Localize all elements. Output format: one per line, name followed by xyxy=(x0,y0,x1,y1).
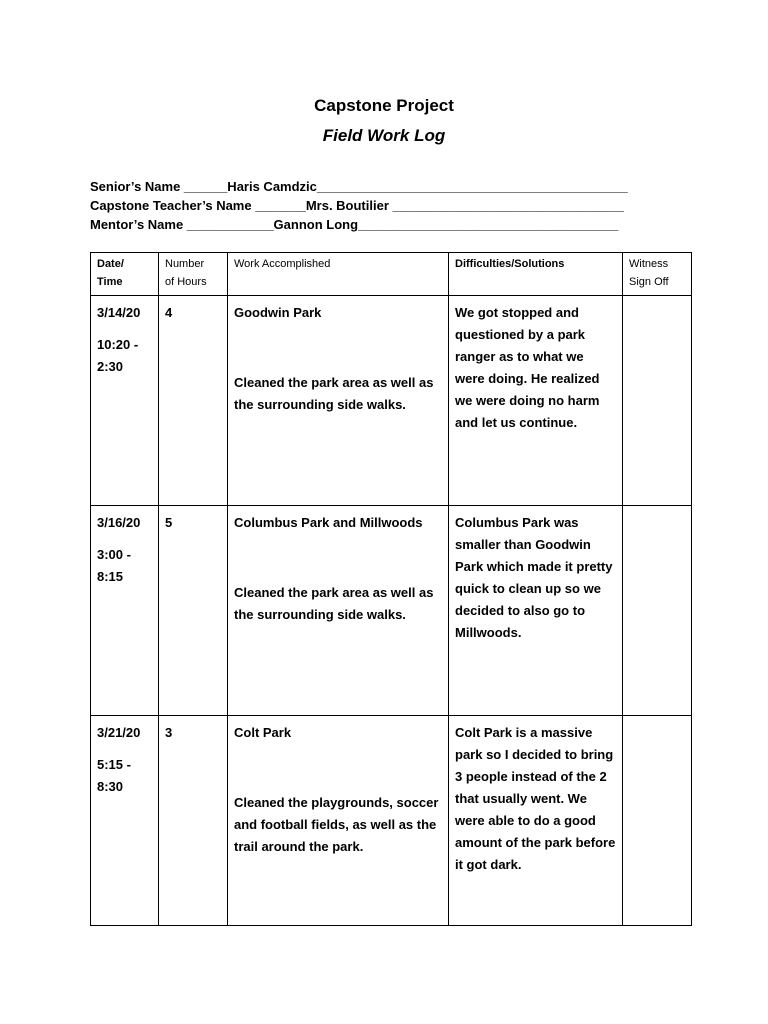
entry-date: 3/16/20 xyxy=(97,515,141,530)
work-cell xyxy=(228,296,449,506)
difficulties-cell: Colt Park is a massive park so I decided to bring 3 people instead of the 2 that usually went. We were able to do a good amount of the park before it got dark. xyxy=(449,716,623,926)
date-time-cell xyxy=(91,506,159,716)
witness-cell[interactable] xyxy=(623,506,692,716)
witness-cell[interactable] xyxy=(623,296,692,506)
field-work-log-table xyxy=(90,252,692,926)
work-site: Colt Park xyxy=(234,725,292,740)
document-subtitle: Field Work Log xyxy=(322,126,446,145)
work-site: Columbus Park and Millwoods xyxy=(234,515,423,530)
entry-time: 5:15 - 8:30 xyxy=(97,757,131,794)
senior-name-line: Senior’s Name ______Haris Camdzic___________________________________________ xyxy=(90,179,628,194)
difficulties-cell: We got stopped and questioned by a park ranger as to what we were doing. He realized we were doing no harm and let us continue. xyxy=(449,296,623,506)
difficulties-cell: Columbus Park was smaller than Goodwin Park which made it pretty quick to clean up so we decided to also go to Millwoods. xyxy=(449,506,623,716)
work-description: Cleaned the playgrounds, soccer and football fields, as well as the trail around the park. xyxy=(234,795,439,854)
teacher-name-line: Capstone Teacher’s Name _______Mrs. Boutilier ________________________________ xyxy=(90,198,624,213)
table-row xyxy=(91,506,692,716)
table-row xyxy=(91,716,692,926)
header-witness: Witness Sign Off xyxy=(623,253,692,296)
work-cell xyxy=(228,506,449,716)
entry-time: 3:00 - 8:15 xyxy=(97,547,131,584)
table-row xyxy=(91,296,692,506)
header-date-time: Date/ Time xyxy=(91,253,159,296)
header-difficulties: Difficulties/Solutions xyxy=(449,253,623,296)
date-time-cell xyxy=(91,296,159,506)
hours-cell: 4 xyxy=(159,296,228,506)
hours-cell: 5 xyxy=(159,506,228,716)
work-description: Cleaned the park area as well as the surrounding side walks. xyxy=(234,375,434,412)
witness-cell[interactable] xyxy=(623,716,692,926)
date-time-cell xyxy=(91,716,159,926)
work-site: Goodwin Park xyxy=(234,305,322,320)
document-title: Capstone Project xyxy=(314,96,454,115)
entry-date: 3/14/20 xyxy=(97,305,141,320)
work-description: Cleaned the park area as well as the surrounding side walks. xyxy=(234,585,434,622)
table-header-row xyxy=(91,253,692,296)
hours-cell: 3 xyxy=(159,716,228,926)
work-cell xyxy=(228,716,449,926)
header-hours: Number of Hours xyxy=(159,253,228,296)
header-work: Work Accomplished xyxy=(228,253,449,296)
entry-date: 3/21/20 xyxy=(97,725,141,740)
mentor-name-line: Mentor’s Name ____________Gannon Long____________________________________ xyxy=(90,217,619,232)
entry-time: 10:20 - 2:30 xyxy=(97,337,139,374)
